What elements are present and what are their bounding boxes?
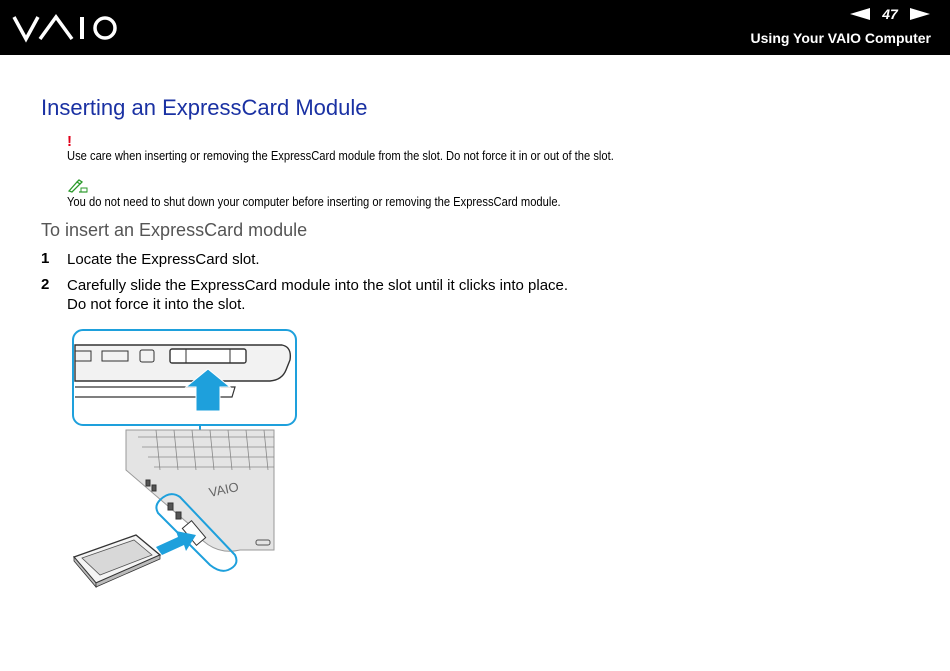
note-pencil-icon (67, 179, 89, 193)
step-text-continued: Do not force it into the slot. (67, 296, 246, 313)
expresscard-module (74, 535, 160, 587)
step-number: 1 (41, 250, 50, 267)
left-arrow-icon[interactable] (850, 8, 870, 20)
step-number: 2 (41, 276, 50, 293)
procedure-title: To insert an ExpressCard module (41, 220, 308, 240)
page-title: Inserting an ExpressCard Module (41, 95, 368, 120)
vaio-logo (12, 13, 120, 43)
page-navigation (850, 6, 930, 22)
warning-icon: ! (67, 133, 72, 150)
page-number: 47 (882, 6, 898, 22)
page-header (0, 0, 950, 55)
note-text: You do not need to shut down your computer before inserting or removing the ExpressCard module. (67, 194, 561, 209)
step-text: Carefully slide the ExpressCard module into the slot until it clicks into place. (67, 277, 569, 294)
right-arrow-icon[interactable] (910, 8, 930, 20)
warning-text: Use care when inserting or removing the ExpressCard module from the slot. Do not force it in or out of the slot. (67, 148, 614, 163)
illustration-vaio-logo: VAIO (207, 479, 241, 500)
step-text: Locate the ExpressCard slot. (67, 251, 260, 268)
section-title: Using Your VAIO Computer (750, 30, 931, 46)
expresscard-illustration (60, 325, 320, 590)
